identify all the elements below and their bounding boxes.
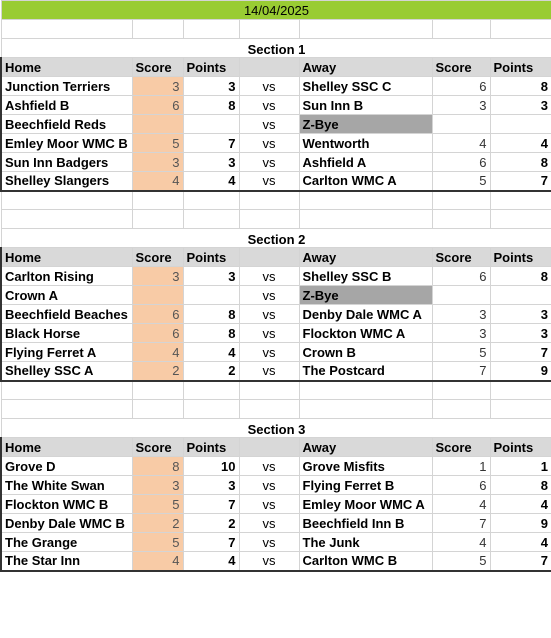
away-score-cell[interactable]: 6 xyxy=(432,77,490,96)
cell[interactable] xyxy=(1,20,132,39)
spacer-row xyxy=(1,381,551,400)
vs-cell[interactable]: vs xyxy=(239,514,299,533)
home-score-cell[interactable]: 5 xyxy=(132,495,183,514)
home-points-cell[interactable]: 7 xyxy=(183,495,239,514)
spacer-row xyxy=(1,210,551,229)
home-team-cell[interactable]: Beechfield Beaches xyxy=(1,305,132,324)
vs-cell[interactable]: vs xyxy=(239,552,299,571)
home-team-cell[interactable]: Denby Dale WMC B xyxy=(1,514,132,533)
header-blank[interactable] xyxy=(239,248,299,267)
away-points-cell[interactable]: 9 xyxy=(490,362,551,381)
home-score-cell[interactable] xyxy=(132,115,183,134)
vs-cell[interactable]: vs xyxy=(239,267,299,286)
home-points-cell[interactable]: 8 xyxy=(183,96,239,115)
section-title-row xyxy=(1,419,551,438)
away-team-cell[interactable]: Ashfield A xyxy=(299,153,432,172)
home-score-cell[interactable]: 3 xyxy=(132,267,183,286)
home-team-cell[interactable]: Flying Ferret A xyxy=(1,343,132,362)
header-blank[interactable] xyxy=(239,58,299,77)
home-score-cell[interactable]: 6 xyxy=(132,324,183,343)
vs-cell[interactable]: vs xyxy=(239,324,299,343)
home-team-cell[interactable]: The Grange xyxy=(1,533,132,552)
home-team-cell[interactable]: Ashfield B xyxy=(1,96,132,115)
header-away-score[interactable]: Score xyxy=(432,58,490,77)
cell[interactable] xyxy=(490,381,551,400)
section-title[interactable]: Section 3 xyxy=(1,419,551,438)
header-away-points[interactable]: Points xyxy=(490,248,551,267)
home-points-cell[interactable]: 3 xyxy=(183,267,239,286)
home-team-cell[interactable]: Crown A xyxy=(1,286,132,305)
section-title-row xyxy=(1,39,551,58)
column-header-row xyxy=(1,248,551,267)
header-away-points[interactable]: Points xyxy=(490,58,551,77)
match-row xyxy=(1,96,551,115)
away-points-cell[interactable]: 3 xyxy=(490,324,551,343)
column-header-row xyxy=(1,58,551,77)
away-team-cell[interactable]: Shelley SSC B xyxy=(299,267,432,286)
cell[interactable] xyxy=(432,210,490,229)
away-team-cell[interactable]: Sun Inn B xyxy=(299,96,432,115)
match-row xyxy=(1,77,551,96)
away-score-cell[interactable]: 7 xyxy=(432,362,490,381)
cell[interactable] xyxy=(299,381,432,400)
home-points-cell[interactable] xyxy=(183,286,239,305)
match-row xyxy=(1,324,551,343)
away-team-cell[interactable]: The Junk xyxy=(299,533,432,552)
section-title-row xyxy=(1,229,551,248)
home-points-cell[interactable]: 3 xyxy=(183,153,239,172)
cell[interactable] xyxy=(432,400,490,419)
cell[interactable] xyxy=(183,20,239,39)
away-team-cell[interactable]: Flying Ferret B xyxy=(299,476,432,495)
home-points-cell[interactable]: 3 xyxy=(183,77,239,96)
match-row xyxy=(1,134,551,153)
home-score-cell[interactable]: 4 xyxy=(132,343,183,362)
home-team-cell[interactable]: Junction Terriers xyxy=(1,77,132,96)
cell[interactable] xyxy=(1,400,132,419)
date-cell[interactable]: 14/04/2025 xyxy=(1,1,551,20)
cell[interactable] xyxy=(299,191,432,210)
home-team-cell[interactable]: Beechfield Reds xyxy=(1,115,132,134)
cell[interactable] xyxy=(239,381,299,400)
vs-cell[interactable]: vs xyxy=(239,495,299,514)
home-score-cell[interactable]: 8 xyxy=(132,457,183,476)
away-points-cell[interactable]: 7 xyxy=(490,552,551,571)
home-points-cell[interactable]: 3 xyxy=(183,476,239,495)
home-score-cell[interactable]: 3 xyxy=(132,77,183,96)
header-home-points[interactable]: Points xyxy=(183,438,239,457)
home-team-cell[interactable]: Grove D xyxy=(1,457,132,476)
home-team-cell[interactable]: Flockton WMC B xyxy=(1,495,132,514)
cell[interactable] xyxy=(132,20,183,39)
away-points-cell[interactable]: 3 xyxy=(490,305,551,324)
match-row xyxy=(1,476,551,495)
vs-cell[interactable]: vs xyxy=(239,77,299,96)
away-team-cell[interactable]: The Postcard xyxy=(299,362,432,381)
cell[interactable] xyxy=(239,210,299,229)
header-home[interactable]: Home xyxy=(1,438,132,457)
cell[interactable] xyxy=(490,191,551,210)
home-points-cell[interactable]: 2 xyxy=(183,514,239,533)
header-home-score[interactable]: Score xyxy=(132,58,183,77)
header-away[interactable]: Away xyxy=(299,438,432,457)
spacer-row xyxy=(1,400,551,419)
header-home-score[interactable]: Score xyxy=(132,438,183,457)
match-row xyxy=(1,286,551,305)
match-row xyxy=(1,362,551,381)
cell[interactable] xyxy=(432,191,490,210)
away-score-cell[interactable]: 5 xyxy=(432,172,490,191)
away-team-cell[interactable]: Z-Bye xyxy=(299,286,432,305)
cell[interactable] xyxy=(239,400,299,419)
cell[interactable] xyxy=(132,191,183,210)
away-points-cell[interactable]: 8 xyxy=(490,153,551,172)
vs-cell[interactable]: vs xyxy=(239,457,299,476)
away-score-cell[interactable] xyxy=(432,286,490,305)
spacer-row xyxy=(1,191,551,210)
header-away[interactable]: Away xyxy=(299,248,432,267)
vs-cell[interactable]: vs xyxy=(239,134,299,153)
away-points-cell[interactable]: 4 xyxy=(490,134,551,153)
home-score-cell[interactable]: 2 xyxy=(132,514,183,533)
away-score-cell[interactable]: 1 xyxy=(432,457,490,476)
away-points-cell[interactable] xyxy=(490,286,551,305)
header-away[interactable]: Away xyxy=(299,58,432,77)
home-points-cell[interactable]: 8 xyxy=(183,324,239,343)
cell[interactable] xyxy=(132,381,183,400)
home-score-cell[interactable]: 6 xyxy=(132,305,183,324)
home-score-cell[interactable]: 3 xyxy=(132,153,183,172)
away-points-cell[interactable]: 1 xyxy=(490,457,551,476)
away-points-cell[interactable]: 4 xyxy=(490,495,551,514)
cell[interactable] xyxy=(432,381,490,400)
away-team-cell[interactable]: Carlton WMC A xyxy=(299,172,432,191)
cell[interactable] xyxy=(1,191,132,210)
away-score-cell[interactable]: 5 xyxy=(432,552,490,571)
vs-cell[interactable]: vs xyxy=(239,286,299,305)
away-score-cell[interactable] xyxy=(432,115,490,134)
column-header-row xyxy=(1,438,551,457)
away-points-cell[interactable]: 4 xyxy=(490,533,551,552)
away-team-cell[interactable]: Denby Dale WMC A xyxy=(299,305,432,324)
match-row xyxy=(1,343,551,362)
away-team-cell[interactable]: Emley Moor WMC A xyxy=(299,495,432,514)
vs-cell[interactable]: vs xyxy=(239,153,299,172)
header-away-points[interactable]: Points xyxy=(490,438,551,457)
home-team-cell[interactable]: The White Swan xyxy=(1,476,132,495)
away-points-cell[interactable]: 8 xyxy=(490,476,551,495)
away-score-cell[interactable]: 6 xyxy=(432,153,490,172)
home-team-cell[interactable]: The Star Inn xyxy=(1,552,132,571)
match-row xyxy=(1,115,551,134)
cell[interactable] xyxy=(183,210,239,229)
cell[interactable] xyxy=(132,400,183,419)
match-row xyxy=(1,552,551,571)
header-home-score[interactable]: Score xyxy=(132,248,183,267)
vs-cell[interactable]: vs xyxy=(239,476,299,495)
away-points-cell[interactable]: 8 xyxy=(490,77,551,96)
section-title[interactable]: Section 2 xyxy=(1,229,551,248)
header-home[interactable]: Home xyxy=(1,248,132,267)
match-row xyxy=(1,514,551,533)
header-home[interactable]: Home xyxy=(1,58,132,77)
away-score-cell[interactable]: 5 xyxy=(432,343,490,362)
away-points-cell[interactable]: 7 xyxy=(490,172,551,191)
home-points-cell[interactable]: 10 xyxy=(183,457,239,476)
away-team-cell[interactable]: Grove Misfits xyxy=(299,457,432,476)
cell[interactable] xyxy=(183,400,239,419)
vs-cell[interactable]: vs xyxy=(239,343,299,362)
away-points-cell[interactable] xyxy=(490,115,551,134)
home-score-cell[interactable]: 5 xyxy=(132,533,183,552)
away-points-cell[interactable]: 9 xyxy=(490,514,551,533)
away-score-cell[interactable]: 3 xyxy=(432,305,490,324)
header-away-score[interactable]: Score xyxy=(432,438,490,457)
home-score-cell[interactable]: 4 xyxy=(132,172,183,191)
cell[interactable] xyxy=(239,20,299,39)
vs-cell[interactable]: vs xyxy=(239,96,299,115)
cell[interactable] xyxy=(1,381,132,400)
home-score-cell[interactable] xyxy=(132,286,183,305)
away-score-cell[interactable]: 3 xyxy=(432,96,490,115)
match-row xyxy=(1,533,551,552)
away-points-cell[interactable]: 3 xyxy=(490,96,551,115)
away-team-cell[interactable]: Flockton WMC A xyxy=(299,324,432,343)
home-score-cell[interactable]: 2 xyxy=(132,362,183,381)
home-points-cell[interactable]: 4 xyxy=(183,172,239,191)
date-row xyxy=(1,1,551,20)
match-row xyxy=(1,305,551,324)
home-points-cell[interactable]: 8 xyxy=(183,305,239,324)
away-score-cell[interactable]: 6 xyxy=(432,476,490,495)
away-points-cell[interactable]: 8 xyxy=(490,267,551,286)
header-blank[interactable] xyxy=(239,438,299,457)
home-score-cell[interactable]: 3 xyxy=(132,476,183,495)
cell[interactable] xyxy=(183,381,239,400)
match-row xyxy=(1,457,551,476)
vs-cell[interactable]: vs xyxy=(239,533,299,552)
home-team-cell[interactable]: Shelley Slangers xyxy=(1,172,132,191)
away-score-cell[interactable]: 7 xyxy=(432,514,490,533)
section-title[interactable]: Section 1 xyxy=(1,39,551,58)
away-team-cell[interactable]: Carlton WMC B xyxy=(299,552,432,571)
match-row xyxy=(1,172,551,191)
away-score-cell[interactable]: 3 xyxy=(432,324,490,343)
cell[interactable] xyxy=(299,400,432,419)
cell[interactable] xyxy=(132,210,183,229)
away-team-cell[interactable]: Wentworth xyxy=(299,134,432,153)
cell[interactable] xyxy=(239,191,299,210)
cell[interactable] xyxy=(299,210,432,229)
away-score-cell[interactable]: 4 xyxy=(432,134,490,153)
home-score-cell[interactable]: 6 xyxy=(132,96,183,115)
cell[interactable] xyxy=(490,400,551,419)
vs-cell[interactable]: vs xyxy=(239,172,299,191)
header-home-points[interactable]: Points xyxy=(183,248,239,267)
home-team-cell[interactable]: Carlton Rising xyxy=(1,267,132,286)
vs-cell[interactable]: vs xyxy=(239,115,299,134)
vs-cell[interactable]: vs xyxy=(239,362,299,381)
home-score-cell[interactable]: 4 xyxy=(132,552,183,571)
home-points-cell[interactable]: 4 xyxy=(183,552,239,571)
match-row xyxy=(1,495,551,514)
away-points-cell[interactable]: 7 xyxy=(490,343,551,362)
away-score-cell[interactable]: 4 xyxy=(432,495,490,514)
home-points-cell[interactable] xyxy=(183,115,239,134)
home-points-cell[interactable]: 7 xyxy=(183,134,239,153)
home-team-cell[interactable]: Shelley SSC A xyxy=(1,362,132,381)
away-team-cell[interactable]: Shelley SSC C xyxy=(299,77,432,96)
away-team-cell[interactable]: Crown B xyxy=(299,343,432,362)
home-points-cell[interactable]: 4 xyxy=(183,343,239,362)
home-team-cell[interactable]: Emley Moor WMC B xyxy=(1,134,132,153)
away-score-cell[interactable]: 6 xyxy=(432,267,490,286)
home-team-cell[interactable]: Sun Inn Badgers xyxy=(1,153,132,172)
cell[interactable] xyxy=(183,191,239,210)
header-away-score[interactable]: Score xyxy=(432,248,490,267)
away-score-cell[interactable]: 4 xyxy=(432,533,490,552)
cell[interactable] xyxy=(1,210,132,229)
cell[interactable] xyxy=(490,210,551,229)
away-team-cell[interactable]: Z-Bye xyxy=(299,115,432,134)
away-team-cell[interactable]: Beechfield Inn B xyxy=(299,514,432,533)
cell[interactable] xyxy=(299,20,432,39)
header-home-points[interactable]: Points xyxy=(183,58,239,77)
match-row xyxy=(1,153,551,172)
cell[interactable] xyxy=(432,20,490,39)
vs-cell[interactable]: vs xyxy=(239,305,299,324)
match-row xyxy=(1,267,551,286)
home-points-cell[interactable]: 2 xyxy=(183,362,239,381)
home-score-cell[interactable]: 5 xyxy=(132,134,183,153)
cell[interactable] xyxy=(490,20,551,39)
home-points-cell[interactable]: 7 xyxy=(183,533,239,552)
home-team-cell[interactable]: Black Horse xyxy=(1,324,132,343)
